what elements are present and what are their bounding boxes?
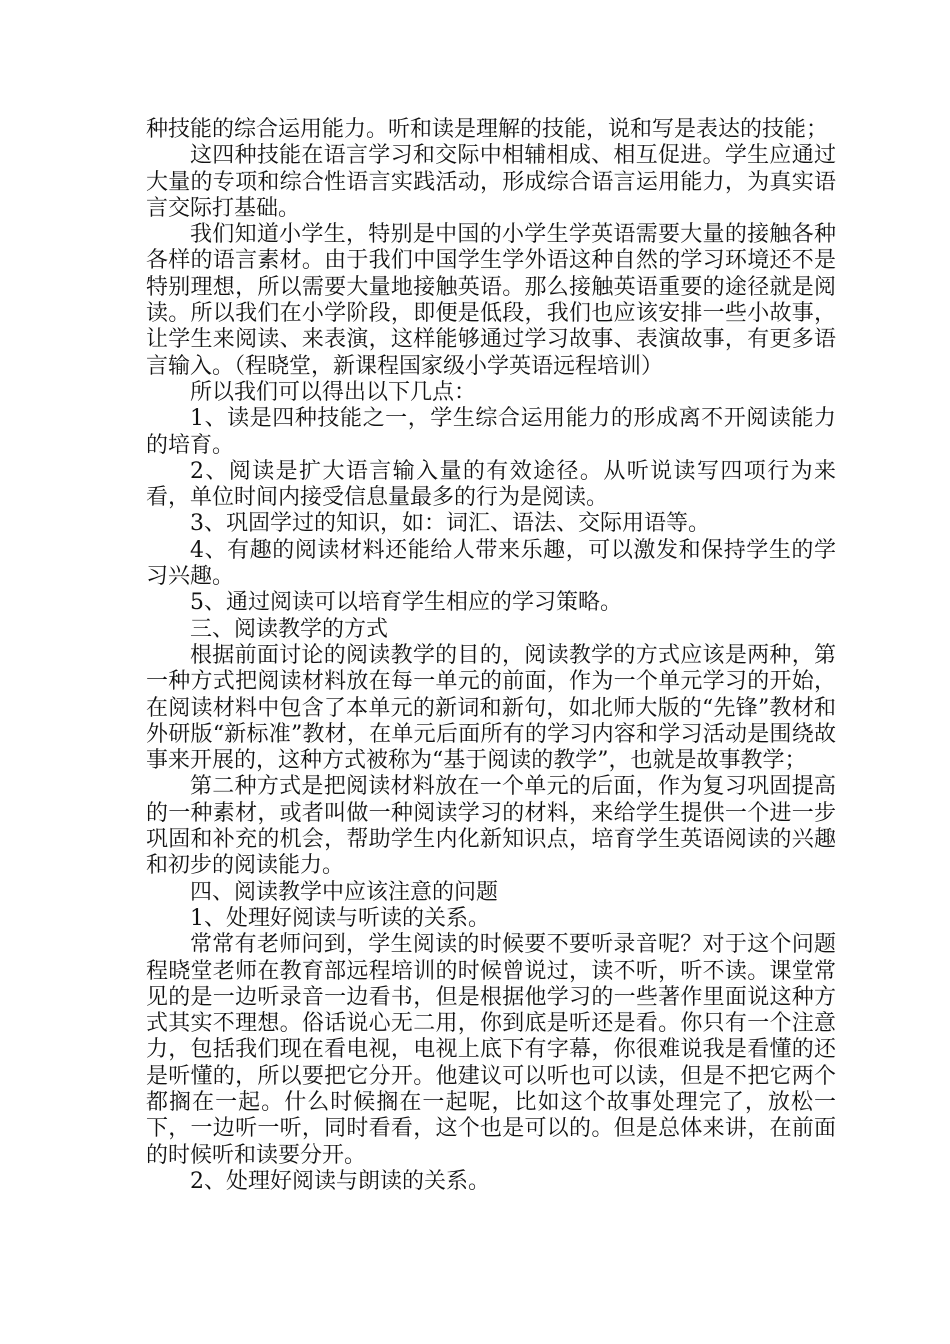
list-item: 5、通过阅读可以培育学生相应的学习策略。 <box>190 590 622 616</box>
paragraph: 根据前面讨论的阅读教学的目的，阅读教学的方式应该是两种，第一种方式把阅读材料放在每一单元的前面，作为一个单元学习的开始，在阅读材料中包含了本单元的新词和新句，如北师大版的“先锋”教材和外研版“新标准”教材，在单元后面所有的学习内容和学习活动是围绕故事来开展的，这种方式被称为“基于阅读的教学”，也就是故事教学； <box>146 642 836 774</box>
document-body <box>146 117 836 1195</box>
section-heading: 四、阅读教学中应该注意的问题 <box>190 879 499 905</box>
subsection-heading: 2、处理好阅读与朗读的关系。 <box>190 1168 490 1194</box>
subsection-heading: 1、处理好阅读与听读的关系。 <box>190 905 490 931</box>
paragraph: 种技能的综合运用能力。听和读是理解的技能，说和写是表达的技能； <box>146 117 829 142</box>
paragraph: 常常有老师问到，学生阅读的时候要不要听录音呢？对于这个问题程晓堂老师在教育部远程培训的时候曾说过，读不听，听不读。课堂常见的是一边听录音一边看书，但是根据他学习的一些著作里面说这种方式其实不理想。俗话说心无二用，你到底是听还是看。你只有一个注意力，包括我们现在看电视，电视上底下有字幕，你很难说我是看懂的还是听懂的，所以要把它分开。他建议可以听也可以读，但是不把它两个都搁在一起。什么时候搁在一起呢，比如这个故事处理完了，放松一下，一边听一听，同时看看，这个也是可以的。但是总体来讲，在前面的时候听和读要分开。 <box>146 932 836 1168</box>
paragraph: 第二种方式是把阅读材料放在一个单元的后面，作为复习巩固提高的一种素材，或者叫做一种阅读学习的材料，来给学生提供一个进一步巩固和补充的机会，帮助学生内化新知识点，培育学生英语阅读的兴趣和初步的阅读能力。 <box>146 774 836 879</box>
list-item: 1、读是四种技能之一，学生综合运用能力的形成离不开阅读能力的培育。 <box>146 406 836 458</box>
section-heading: 三、阅读教学的方式 <box>190 616 389 642</box>
list-item: 4、有趣的阅读材料还能给人带来乐趣，可以激发和保持学生的学习兴趣。 <box>146 537 836 590</box>
paragraph: 这四种技能在语言学习和交际中相辅相成、相互促进。学生应通过大量的专项和综合性语言实践活动，形成综合语言运用能力，为真实语言交际打基础。 <box>146 143 836 221</box>
list-item: 2、阅读是扩大语言输入量的有效途径。从听说读写四项行为来看，单位时间内接受信息量最多的行为是阅读。 <box>146 458 836 511</box>
paragraph: 我们知道小学生，特别是中国的小学生学英语需要大量的接触各种各样的语言素材。由于我们中国学生学外语这种自然的学习环境还不是特别理想，所以需要大量地接触英语。那么接触英语重要的途径就是阅读。所以我们在小学阶段，即便是低段，我们也应该安排一些小故事，让学生来阅读、来表演，这样能够通过学习故事、表演故事，有更多语言输入。（程晓堂，新课程国家级小学英语远程培训） <box>146 222 836 379</box>
paragraph: 所以我们可以得出以下几点： <box>190 379 477 405</box>
list-item: 3、巩固学过的知识，如：词汇、语法、交际用语等。 <box>190 511 710 537</box>
